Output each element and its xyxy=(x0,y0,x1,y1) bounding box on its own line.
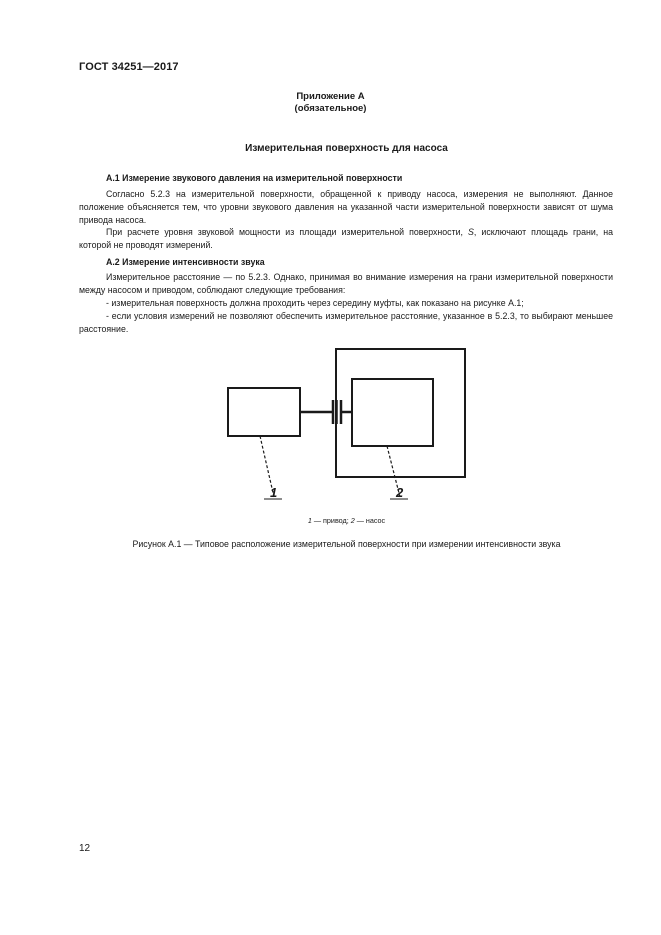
appendix-status: (обязательное) xyxy=(294,103,367,114)
section-a2-paragraph-1: Измерительное расстояние — по 5.2.3. Однако, принимая во внимание измерения на грани измерительной поверхности между насосом и приводом, соблюдают следующие требования: xyxy=(79,272,613,295)
standard-number: ГОСТ 34251—2017 xyxy=(79,61,179,73)
legend-num: 2 xyxy=(350,516,355,525)
figure-legend xyxy=(0,516,661,525)
legend-num: 1 xyxy=(307,516,312,525)
area-symbol: S xyxy=(468,227,474,237)
legend-text: — насос xyxy=(354,516,386,525)
drive-label: 1 xyxy=(270,485,278,500)
pump-box xyxy=(352,379,433,446)
page-number: 12 xyxy=(79,843,91,854)
appendix-title: Приложение А xyxy=(296,91,365,102)
legend-text: — привод; xyxy=(311,516,351,525)
measurement-surface xyxy=(336,349,465,477)
paragraph-text: , исключают площадь грани, на которой не проводят измерений. xyxy=(79,227,613,250)
requirement-item-1: - измерительная поверхность должна проходить через середину муфты, как показано на рисунке А.1; xyxy=(106,298,524,308)
appendix-heading: Измерительная поверхность для насоса xyxy=(245,143,448,154)
section-a1-paragraph-1: Согласно 5.2.3 на измерительной поверхности, обращенной к приводу насоса, измерения не выполняют. Данное положение объясняется тем, что уровни звукового давления на указанной части измерительной поверхности зависят от шума привода насоса. xyxy=(79,189,613,225)
requirement-item-2: - если условия измерений не позволяют обеспечить измерительное расстояние, указанное в 5.2.3, то выбирают меньшее расстояние. xyxy=(79,311,613,334)
section-a1-heading: А.1 Измерение звукового давления на измерительной поверхности xyxy=(106,173,403,183)
section-a2-heading: А.2 Измерение интенсивности звука xyxy=(106,257,265,267)
pump-label: 2 xyxy=(396,485,404,500)
drive-box xyxy=(228,388,300,436)
figure-caption: Рисунок А.1 — Типовое расположение измерительной поверхности при измерении интенсивности звука xyxy=(132,539,561,549)
paragraph-text: При расчете уровня звуковой мощности из площади измерительной поверхности, xyxy=(106,227,469,237)
